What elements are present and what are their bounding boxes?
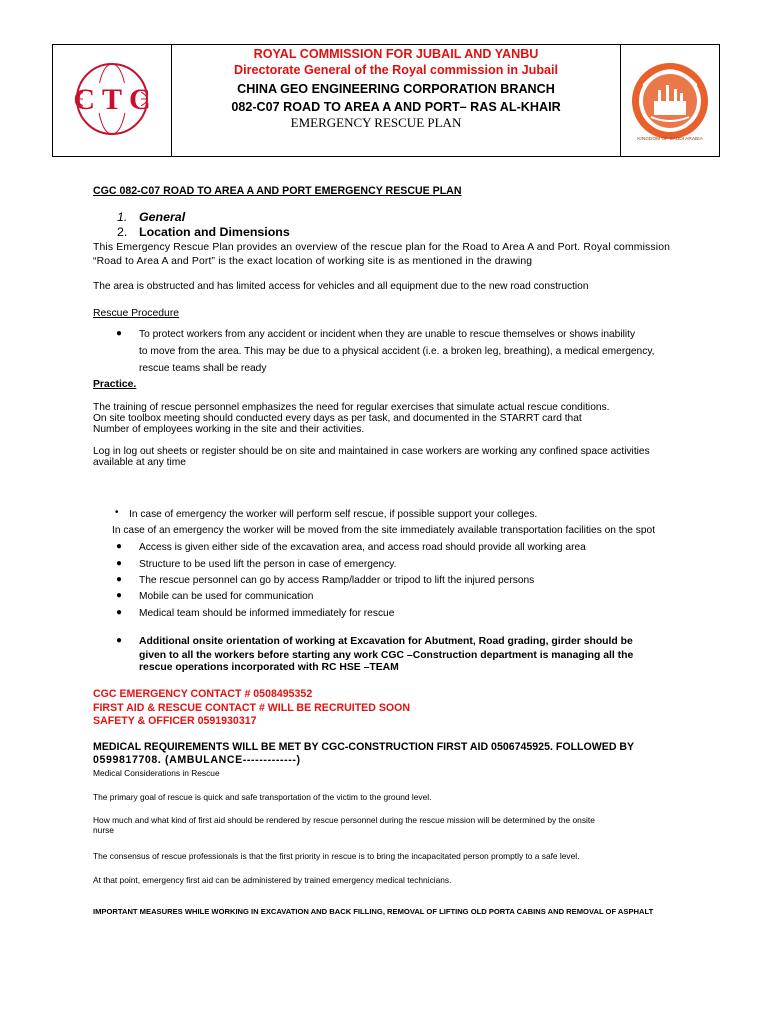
header-line-3: CHINA GEO ENGINEERING CORPORATION BRANCH — [237, 82, 555, 96]
document-title: CGC 082-C07 ROAD TO AREA A AND PORT EMERGENCY RESCUE PLAN — [93, 185, 462, 197]
medical-requirements-line-2: 0599817708. (AMBULANCE-------------) — [93, 754, 301, 766]
document-header — [52, 44, 720, 157]
seal-caption: KINGDOM OF SAUDI ARABIA — [637, 137, 703, 142]
emergency-contact: CGC EMERGENCY CONTACT # 0508495352 — [93, 688, 313, 700]
section-label: Location and Dimensions — [139, 225, 290, 239]
section-number: 1. — [117, 210, 128, 224]
logsheet-line-2: available at any time — [93, 457, 186, 468]
bullet-icon: ● — [116, 574, 123, 585]
intro-line-2: “Road to Area A and Port” is the exact location of working site is as mentioned in the drawing — [93, 256, 533, 267]
header-line-4: 082-C07 ROAD TO AREA A AND PORT– RAS AL-KHAIR — [231, 100, 561, 114]
rescue-procedure-heading: Rescue Procedure — [93, 308, 180, 319]
orientation-line-2: given to all the workers before starting any work CGC –Construction department is managing all the — [139, 650, 634, 661]
medical-considerations-heading: Medical Considerations in Rescue — [93, 768, 220, 778]
medical-requirements-line-1: MEDICAL REQUIREMENTS WILL BE MET BY CGC-CONSTRUCTION FIRST AID 0506745925. FOLLOWED BY — [93, 741, 635, 753]
bullet-icon: ● — [116, 328, 123, 339]
area-note: The area is obstructed and has limited access for vehicles and all equipment due to the new road construction — [93, 281, 589, 292]
cgc-logo-text: C T C — [73, 83, 151, 116]
bullet-icon: ● — [116, 558, 123, 569]
paragraph-primary-goal: The primary goal of rescue is quick and safe transportation of the victim to the ground level. — [93, 792, 432, 802]
paragraph-first-aid-line-2: nurse — [93, 825, 114, 835]
first-aid-contact: FIRST AID & RESCUE CONTACT # WILL BE RECRUITED SOON — [93, 702, 411, 714]
section-general — [117, 210, 185, 224]
list-item: Mobile can be used for communication — [139, 591, 314, 602]
orientation-line-3: rescue operations incorporated with RC HSE –TEAM — [139, 662, 399, 673]
moved-line: In case of an emergency the worker will be moved from the site immediately available transportation facilities on the spot — [112, 525, 656, 536]
rescue-bullet-line-3: rescue teams shall be ready — [139, 363, 267, 374]
section-label: General — [139, 210, 186, 224]
list-item: Structure to be used lift the person in case of emergency. — [139, 559, 397, 570]
practice-line-1: The training of rescue personnel emphasizes the need for regular exercises that simulate actual rescue conditions. — [93, 402, 610, 413]
list-item: Access is given either side of the excavation area, and access road should provide all working area — [139, 542, 586, 553]
section-location — [117, 225, 290, 239]
small-bullet-icon: • — [115, 507, 119, 518]
royal-commission-seal-cell — [620, 45, 719, 156]
cgc-logo-cell — [53, 45, 172, 156]
practice-heading: Practice. — [93, 379, 137, 390]
bullet-icon: ● — [116, 635, 123, 646]
header-line-5: EMERGENCY RESCUE PLAN — [290, 115, 462, 130]
intro-line-1: This Emergency Rescue Plan provides an overview of the rescue plan for the Road to Area A and Port. Royal commission — [93, 242, 671, 253]
header-text-block — [172, 45, 620, 156]
cgc-logo-icon — [53, 45, 171, 156]
header-line-2: Directorate General of the Royal commission in Jubail — [233, 63, 559, 77]
section-number: 2. — [117, 225, 128, 239]
list-item: The rescue personnel can go by access Ramp/ladder or tripod to lift the injured persons — [139, 575, 535, 586]
orientation-line-1: Additional onsite orientation of working at Excavation for Abutment, Road grading, girder should be — [139, 636, 633, 647]
header-line-1: ROYAL COMMISSION FOR JUBAIL AND YANBU — [253, 47, 539, 61]
bullet-icon: ● — [116, 541, 123, 552]
paragraph-consensus: The consensus of rescue professionals is that the first priority in rescue is to bring the incapacitated person promptly to a safe level. — [93, 851, 580, 861]
list-item: Medical team should be informed immediately for rescue — [139, 608, 395, 619]
rescue-bullet-line-2: to move from the area. This may be due to a physical accident (i.e. a broken leg, breathing), a medical emergency, — [139, 346, 655, 357]
important-measures-line: IMPORTANT MEASURES WHILE WORKING IN EXCAVATION AND BACK FILLING, REMOVAL OF LIFTING OLD PORTA CABINS AND REMOVAL OF ASPHALT — [93, 907, 654, 916]
practice-line-2: On site toolbox meeting should conducted every days as per task, and documented in the STARRT card that — [93, 413, 582, 424]
bullet-icon: ● — [116, 607, 123, 618]
safety-officer-contact: SAFETY & OFFICER 0591930317 — [93, 715, 257, 727]
logsheet-line-1: Log in log out sheets or register should be on site and maintained in case workers are working any confined space activities — [93, 446, 650, 457]
practice-line-3: Number of employees working in the site and their activities. — [93, 424, 365, 435]
paragraph-first-aid-line-1: How much and what kind of first aid should be rendered by rescue personnel during the rescue mission will be determined by the onsite — [93, 815, 595, 825]
bullet-icon: ● — [116, 590, 123, 601]
self-rescue-line: In case of emergency the worker will perform self rescue, if possible support your colleges. — [129, 509, 538, 520]
rescue-bullet-line-1: To protect workers from any accident or incident when they are unable to rescue themselves or shows inability — [139, 329, 636, 340]
paragraph-first-aid-admin: At that point, emergency first aid can be administered by trained emergency medical technicians. — [93, 875, 452, 885]
